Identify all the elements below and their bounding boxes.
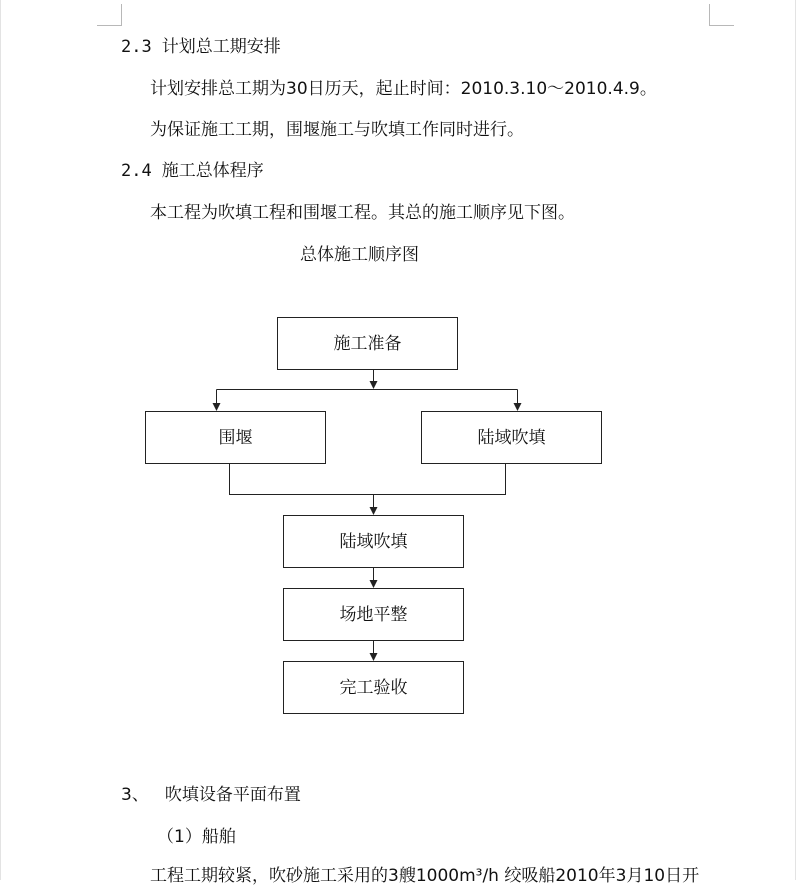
heading-number: 2.3 bbox=[121, 37, 152, 57]
connector-fill-to-leveling bbox=[370, 568, 378, 589]
node-acceptance-label: 完工验收 bbox=[339, 678, 408, 698]
heading-number: 3、 bbox=[121, 785, 149, 805]
node-acceptance bbox=[284, 662, 464, 714]
node-leveling-label: 场地平整 bbox=[339, 605, 408, 625]
node-fill-main bbox=[284, 516, 464, 568]
node-leveling bbox=[284, 589, 464, 641]
heading-title: 施工总体程序 bbox=[161, 161, 264, 181]
heading-title: 计划总工期安排 bbox=[161, 37, 281, 57]
node-prep bbox=[278, 318, 458, 370]
node-fill-branch bbox=[422, 412, 602, 464]
vessels-paragraph: 工程工期较紧，吹砂施工采用的3艘1000m³/h 绞吸船2010年3月10日开 bbox=[150, 866, 700, 886]
node-cofferdam bbox=[146, 412, 326, 464]
subsection-vessels: （1）船舶 bbox=[157, 827, 236, 847]
node-prep-label: 施工准备 bbox=[333, 334, 402, 354]
node-fill-main-label: 陆域吹填 bbox=[339, 532, 408, 552]
parallel-work-paragraph: 为保证施工工期，围堰施工与吹填工作同时进行。 bbox=[150, 120, 524, 140]
diagram-caption: 总体施工顺序图 bbox=[300, 245, 419, 265]
node-cofferdam-label: 围堰 bbox=[218, 428, 253, 448]
node-fill-branch-label: 陆域吹填 bbox=[477, 428, 546, 448]
heading-title: 吹填设备平面布置 bbox=[164, 785, 301, 805]
heading-number: 2.4 bbox=[121, 161, 152, 181]
connector-merge bbox=[230, 464, 506, 516]
heading-3 bbox=[121, 784, 301, 806]
connector-leveling-to-acceptance bbox=[370, 641, 378, 662]
program-paragraph: 本工程为吹填工程和围堰工程。其总的施工顺序见下图。 bbox=[150, 203, 575, 223]
schedule-paragraph: 计划安排总工期为30日历天，起止时间：2010.3.10～2010.4.9。 bbox=[150, 79, 657, 99]
connector-prep-split bbox=[213, 370, 522, 412]
